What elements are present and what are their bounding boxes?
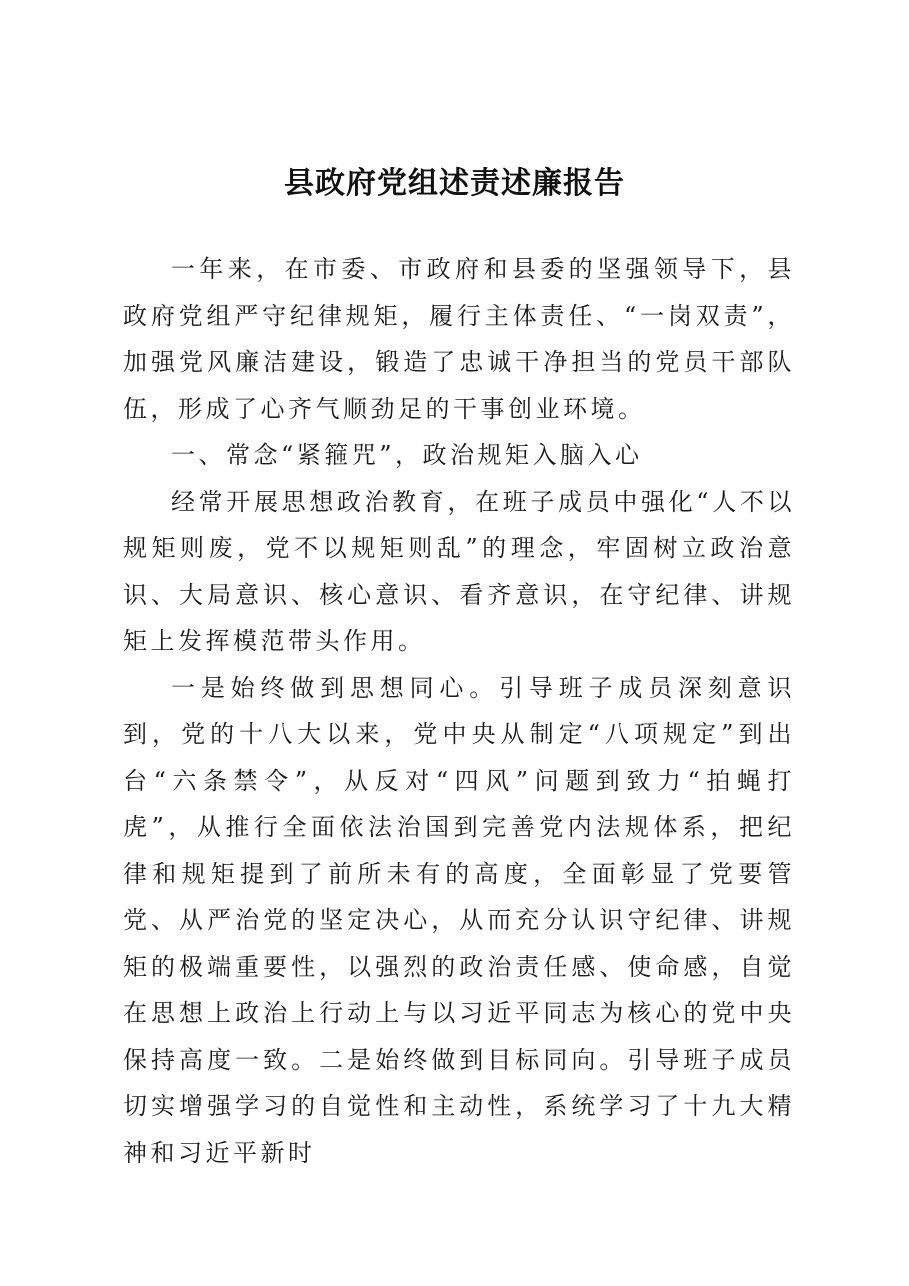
document-body	[123, 246, 795, 1176]
document-title: 县政府党组述责述廉报告	[284, 166, 625, 201]
paragraph-intro: 一年来，在市委、市政府和县委的坚强领导下，县政府党组严守纪律规矩，履行主体责任、“一岗双责”，加强党风廉洁建设，锻造了忠诚干净担当的党员干部队伍，形成了心齐气顺劲足的干事创业环境。	[123, 255, 795, 423]
paragraph-points: 一是始终做到思想同心。引导班子成员深刻意识到，党的十八大以来，党中央从制定“八项规定”到出台“六条禁令”，从反对“四风”问题到致力“拍蝇打虎”，从推行全面依法治国到完善党内法规体系，把纪律和规矩提到了前所未有的高度，全面彰显了党要管党、从严治党的坚定决心，从而充分认识守纪律、讲规矩的极端重要性，以强烈的政治责任感、使命感，自觉在思想上政治上行动上与以习近平同志为核心的党中央保持高度一致。二是始终做到目标同向。引导班子成员切实增强学习的自觉性和主动性，系统学习了十九大精神和习近平新时	[123, 673, 795, 1167]
paragraph-political-education: 经常开展思想政治教育，在班子成员中强化“人不以规矩则废，党不以规矩则乱”的理念，牢固树立政治意识、大局意识、核心意识、看齐意识，在守纪律、讲规矩上发挥模范带头作用。	[123, 487, 795, 655]
section-heading-1: 一、常念“紧箍咒”，政治规矩入脑入心	[171, 441, 643, 469]
